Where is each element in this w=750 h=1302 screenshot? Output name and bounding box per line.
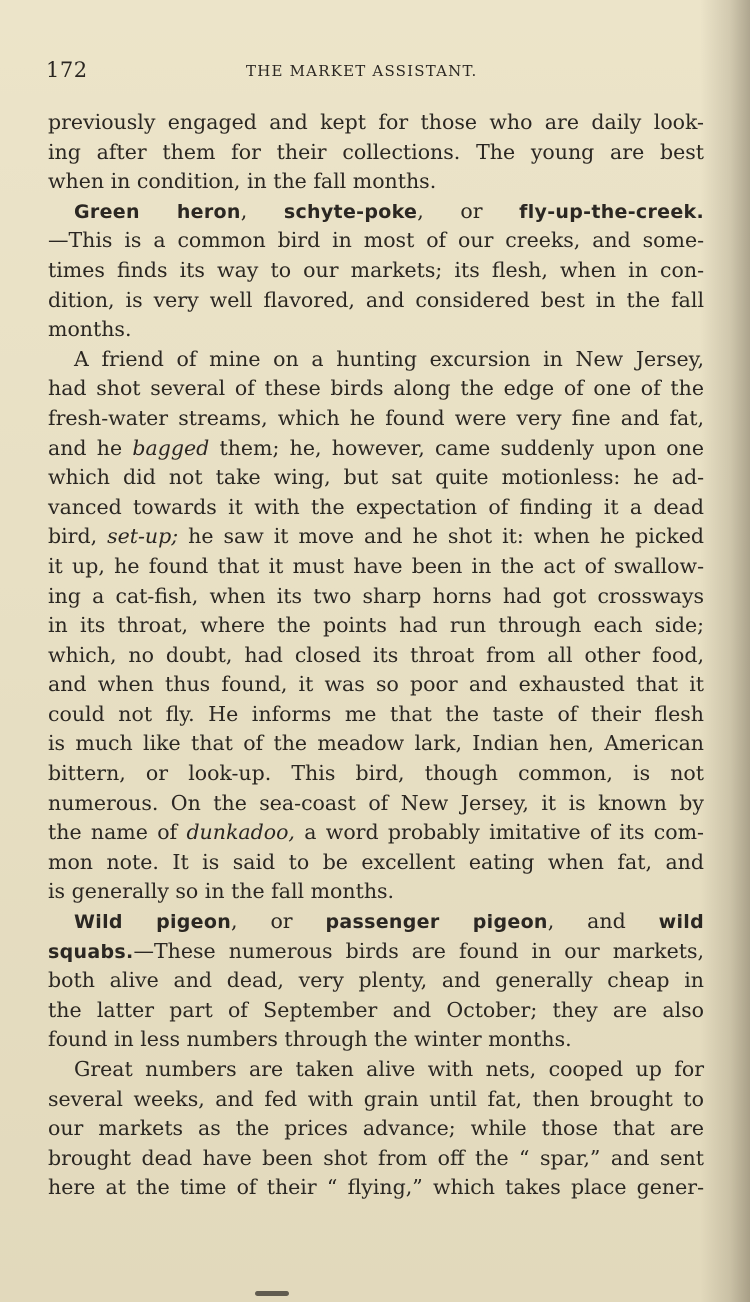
- text-line: here at the time of their “ flying,” which takes place gener-: [48, 1175, 704, 1200]
- text-fragment: —These numerous birds are found in our markets,: [133, 938, 704, 963]
- entry-heading: passenger pigeon: [325, 911, 548, 934]
- text-fragment: bird,: [48, 524, 108, 549]
- text-line: mon note. It is said to be excellent eating when fat, and: [48, 849, 704, 874]
- text-line: ing a cat-fish, when its two sharp horns had got crossways: [48, 583, 704, 608]
- text-line: —This is a common bird in most of our creeks, and some-: [48, 228, 704, 253]
- entry-heading-line: [48, 197, 704, 227]
- text-line: times finds its way to our markets; its flesh, when in con-: [48, 257, 704, 282]
- text-line: which, no doubt, had closed its throat from all other food,: [48, 642, 704, 667]
- text-line: in its throat, where the points had run through each side;: [48, 613, 704, 638]
- italic-term: bagged: [132, 435, 210, 460]
- text-line: which did not take wing, but sat quite motionless: he ad-: [48, 465, 704, 490]
- text-line: the latter part of September and October; they are also: [48, 997, 704, 1022]
- entry-heading: schyte-poke: [283, 200, 418, 223]
- ink-smudge: [255, 1291, 289, 1296]
- entry-heading: Wild pigeon: [74, 911, 232, 934]
- text-line: bittern, or look-up. This bird, though common, is not: [48, 761, 704, 786]
- entry-heading: fly-up-the-creek.: [519, 200, 704, 223]
- text-line: several weeks, and fed with grain until fat, then brought to: [48, 1086, 704, 1111]
- text-line: found in less numbers through the winter months.: [48, 1027, 572, 1052]
- text-line: previously engaged and kept for those who are daily look-: [48, 110, 704, 134]
- entry-heading-line: [48, 907, 704, 937]
- page-number: 172: [46, 58, 88, 82]
- text-fragment: , or: [417, 198, 520, 223]
- text-fragment: them; he, however, came suddenly upon one: [209, 435, 704, 460]
- text-line: both alive and dead, very plenty, and generally cheap in: [48, 968, 704, 993]
- italic-term: dunkadoo,: [186, 820, 295, 845]
- text-line: numerous. On the sea-coast of New Jersey, it is known by: [48, 790, 704, 815]
- page-header: [46, 58, 701, 88]
- text-fragment: he saw it move and he shot it: when he picked: [178, 524, 704, 549]
- text-line: vanced towards it with the expectation of finding it a dead: [48, 494, 704, 519]
- text-fragment: and he: [48, 435, 133, 460]
- text-line: ing after them for their collections. The young are best: [48, 139, 704, 164]
- text-line: our markets as the prices advance; while those that are: [48, 1116, 704, 1141]
- entry-heading-line: [48, 937, 704, 967]
- text-line: [48, 522, 704, 552]
- body-text: [48, 108, 704, 1203]
- text-line: had shot several of these birds along the edge of one of the: [48, 376, 704, 401]
- text-line: Great numbers are taken alive with nets, cooped up for: [74, 1057, 704, 1081]
- text-fragment: the name of: [48, 820, 187, 845]
- text-line: [48, 818, 704, 848]
- text-fragment: , or: [231, 909, 326, 934]
- text-line: and when thus found, it was so poor and exhausted that it: [48, 672, 704, 697]
- text-line: when in condition, in the fall months.: [48, 169, 437, 194]
- entry-heading: squabs.: [48, 940, 134, 963]
- text-fragment: a word probably imitative of its com-: [294, 820, 704, 845]
- entry-heading: wild: [658, 911, 704, 934]
- text-line: is much like that of the meadow lark, Indian hen, American: [48, 731, 704, 756]
- running-title: THE MARKET ASSISTANT.: [246, 62, 478, 80]
- text-line: could not fly. He informs me that the taste of their flesh: [48, 701, 704, 726]
- text-line: fresh-water streams, which he found were very fine and fat,: [48, 405, 704, 430]
- italic-term: set-up;: [107, 524, 179, 549]
- text-fragment: , and: [547, 909, 659, 934]
- text-line: dition, is very well flavored, and considered best in the fall: [48, 287, 704, 312]
- text-line: A friend of mine on a hunting excursion in New Jersey,: [74, 346, 704, 371]
- text-line: brought dead have been shot from off the “ spar,” and sent: [48, 1145, 704, 1170]
- text-line: is generally so in the fall months.: [48, 879, 395, 904]
- text-line: [48, 434, 704, 464]
- entry-heading: Green heron: [74, 200, 241, 223]
- text-line: months.: [48, 317, 132, 342]
- text-line: it up, he found that it must have been in the act of swallow-: [48, 553, 704, 578]
- text-fragment: ,: [240, 198, 284, 223]
